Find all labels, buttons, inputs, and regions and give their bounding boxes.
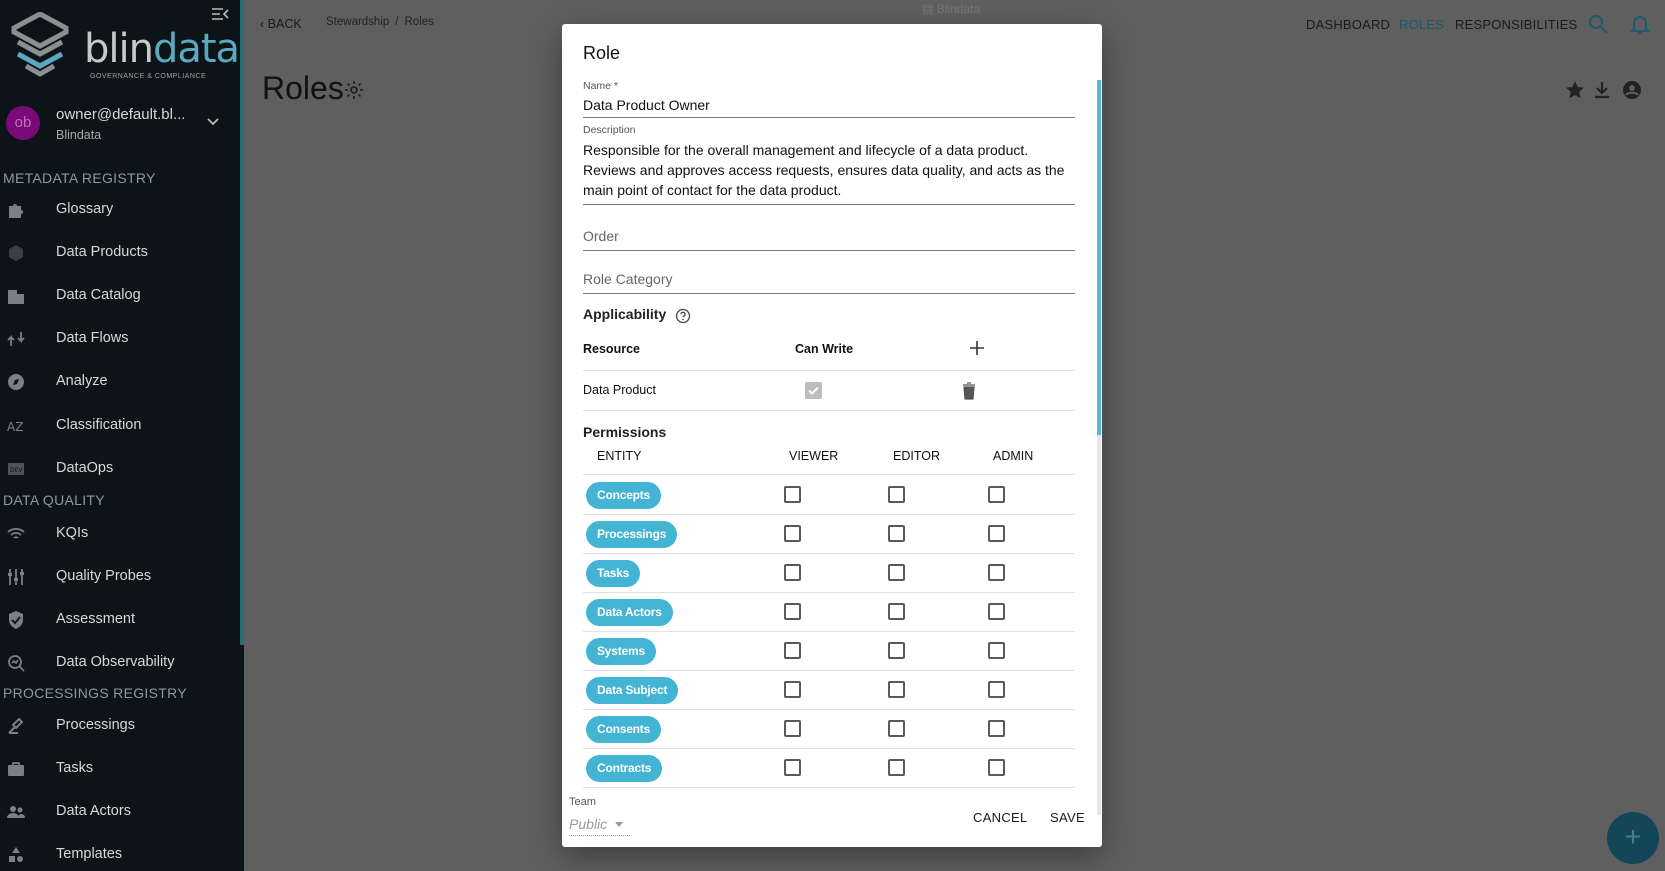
row-divider bbox=[583, 670, 1075, 671]
collapse-menu-icon[interactable] bbox=[211, 7, 229, 23]
row-divider bbox=[583, 748, 1075, 749]
editor-checkbox[interactable] bbox=[888, 564, 905, 581]
dialog-title: Role bbox=[583, 43, 621, 63]
sidebar-item-data-actors[interactable] bbox=[0, 794, 240, 830]
hexagon-icon bbox=[6, 243, 26, 263]
admin-checkbox[interactable] bbox=[988, 642, 1005, 659]
logo bbox=[10, 10, 240, 82]
sidebar-item-templates[interactable] bbox=[0, 837, 240, 871]
sidebar-item-label: Data Products bbox=[56, 244, 148, 260]
row-divider bbox=[583, 631, 1075, 632]
viewer-checkbox[interactable] bbox=[784, 642, 801, 659]
shapes-icon bbox=[6, 845, 26, 865]
applicability-resource-cell: Data Product bbox=[583, 383, 656, 397]
row-divider bbox=[583, 370, 1075, 371]
description-input[interactable]: Responsible for the overall management and lifecycle of a data product. Reviews and approves access requests, ensures data quality, and acts as the main point of contact for the data product. bbox=[583, 136, 1075, 205]
entity-chip: Contracts bbox=[586, 755, 662, 782]
sidebar-item-label: Data Observability bbox=[56, 654, 175, 670]
flows-icon bbox=[6, 329, 26, 349]
permissions-col-editor: EDITOR bbox=[893, 449, 940, 463]
sidebar-item-kqis[interactable] bbox=[0, 516, 240, 552]
sidebar-item-label: Data Flows bbox=[56, 330, 129, 346]
sidebar bbox=[0, 0, 244, 871]
shield-icon bbox=[6, 610, 26, 630]
compass-icon bbox=[6, 372, 26, 392]
scrollbar-thumb[interactable] bbox=[1097, 80, 1101, 435]
svg-text:DEV: DEV bbox=[10, 467, 23, 474]
editor-checkbox[interactable] bbox=[888, 759, 905, 776]
entity-chip: Systems bbox=[586, 638, 656, 665]
account-circle-icon[interactable] bbox=[1621, 79, 1643, 101]
row-divider bbox=[583, 592, 1075, 593]
cancel-button[interactable]: CANCEL bbox=[973, 810, 1028, 825]
user-org: Blindata bbox=[56, 128, 102, 142]
editor-checkbox[interactable] bbox=[888, 525, 905, 542]
section-title-metadata-registry: METADATA REGISTRY bbox=[3, 170, 156, 186]
applicability-col-resource: Resource bbox=[583, 342, 640, 356]
name-input[interactable]: Data Product Owner bbox=[583, 92, 1075, 118]
viewer-checkbox[interactable] bbox=[784, 486, 801, 503]
role-category-input[interactable]: Role Category bbox=[583, 271, 1075, 294]
svg-text:AZ: AZ bbox=[7, 420, 24, 434]
logo-tagline: GOVERNANCE & COMPLIANCE bbox=[90, 73, 207, 80]
probes-icon bbox=[6, 567, 26, 587]
can-write-checkbox bbox=[805, 382, 822, 399]
delete-icon[interactable] bbox=[962, 382, 976, 400]
row-divider bbox=[583, 709, 1075, 710]
sidebar-item-classification[interactable] bbox=[0, 408, 240, 444]
logo-wordmark: blindata bbox=[84, 26, 240, 72]
avatar: ob bbox=[6, 106, 40, 140]
entity-chip: Consents bbox=[586, 716, 661, 743]
role-category-field[interactable] bbox=[583, 271, 1075, 294]
sidebar-item-label: Assessment bbox=[56, 611, 135, 627]
star-icon[interactable] bbox=[1564, 79, 1586, 101]
section-title-data-quality: DATA QUALITY bbox=[3, 492, 105, 508]
entity-chip: Data Actors bbox=[586, 599, 673, 626]
gear-icon[interactable] bbox=[344, 80, 364, 100]
help-icon[interactable] bbox=[675, 308, 691, 324]
user-email: owner@default.bl... bbox=[56, 106, 186, 123]
sidebar-item-label: Tasks bbox=[56, 760, 94, 776]
admin-checkbox[interactable] bbox=[988, 759, 1005, 776]
admin-checkbox[interactable] bbox=[988, 681, 1005, 698]
breadcrumb-stewardship[interactable]: Stewardship bbox=[326, 16, 390, 28]
admin-checkbox[interactable] bbox=[988, 564, 1005, 581]
chevron-down-icon[interactable] bbox=[206, 114, 220, 128]
description-label: Description bbox=[583, 124, 636, 136]
admin-checkbox[interactable] bbox=[988, 603, 1005, 620]
row-divider bbox=[583, 787, 1075, 788]
row-divider bbox=[583, 514, 1075, 515]
team-label: Team bbox=[569, 796, 596, 808]
viewer-checkbox[interactable] bbox=[784, 720, 801, 737]
order-input[interactable]: Order bbox=[583, 228, 1075, 251]
back-button[interactable] bbox=[260, 17, 302, 31]
sidebar-item-label: Classification bbox=[56, 417, 142, 433]
applicability-col-can-write: Can Write bbox=[795, 342, 854, 356]
sidebar-item-label: Glossary bbox=[56, 201, 114, 217]
sidebar-item-label: KQIs bbox=[56, 525, 89, 541]
name-field[interactable] bbox=[583, 80, 1075, 118]
building-icon: ▤ bbox=[922, 2, 934, 16]
sidebar-item-assessment[interactable] bbox=[0, 602, 240, 638]
chevron-left-icon: ‹ bbox=[260, 17, 265, 31]
editor-checkbox[interactable] bbox=[888, 681, 905, 698]
admin-checkbox[interactable] bbox=[988, 486, 1005, 503]
viewer-checkbox[interactable] bbox=[784, 759, 801, 776]
check-icon bbox=[807, 384, 820, 397]
sidebar-item-label: Quality Probes bbox=[56, 568, 152, 584]
save-button[interactable]: SAVE bbox=[1050, 810, 1085, 825]
add-icon[interactable] bbox=[969, 340, 985, 356]
permissions-col-admin: ADMIN bbox=[993, 449, 1034, 463]
back-label: BACK bbox=[267, 17, 302, 31]
sidebar-item-processings[interactable] bbox=[0, 708, 240, 744]
download-icon[interactable] bbox=[1591, 79, 1613, 101]
sidebar-item-label: Templates bbox=[56, 846, 123, 862]
team-select[interactable] bbox=[569, 816, 630, 836]
building-icon bbox=[6, 286, 26, 306]
sidebar-item-data-observability[interactable] bbox=[0, 645, 240, 681]
description-field[interactable] bbox=[583, 124, 1075, 205]
role-dialog bbox=[562, 24, 1102, 847]
caret-down-icon bbox=[615, 822, 623, 827]
permissions-heading: Permissions bbox=[583, 424, 667, 440]
sidebar-item-tasks[interactable] bbox=[0, 751, 240, 787]
name-label: Name * bbox=[583, 80, 619, 92]
viewer-checkbox[interactable] bbox=[784, 564, 801, 581]
entity-chip: Processings bbox=[586, 521, 677, 548]
row-divider bbox=[583, 553, 1075, 554]
admin-checkbox[interactable] bbox=[988, 720, 1005, 737]
signal-icon bbox=[6, 524, 26, 544]
row-divider bbox=[583, 474, 1075, 475]
observability-icon bbox=[6, 653, 26, 673]
page-title: Roles bbox=[262, 70, 344, 106]
sidebar-item-label: Processings bbox=[56, 717, 135, 733]
sidebar-item-dataops[interactable] bbox=[0, 451, 240, 487]
permissions-col-entity: ENTITY bbox=[597, 449, 642, 463]
search-icon[interactable] bbox=[1587, 13, 1609, 35]
viewer-checkbox[interactable] bbox=[784, 603, 801, 620]
editor-checkbox[interactable] bbox=[888, 720, 905, 737]
sidebar-item-quality-probes[interactable] bbox=[0, 559, 240, 595]
puzzle-icon bbox=[6, 200, 26, 220]
admin-checkbox[interactable] bbox=[988, 525, 1005, 542]
breadcrumb-roles: Roles bbox=[404, 16, 434, 28]
section-title-processings-registry: PROCESSINGS REGISTRY bbox=[3, 685, 187, 701]
dataops-icon bbox=[6, 459, 26, 479]
sidebar-item-data-catalog[interactable] bbox=[0, 278, 240, 314]
add-fab-button[interactable]: + bbox=[1607, 812, 1659, 864]
user-menu[interactable] bbox=[0, 102, 240, 152]
briefcase-icon bbox=[6, 759, 26, 779]
app-name-top bbox=[922, 2, 980, 16]
logo-mark-icon bbox=[10, 12, 70, 78]
app-name-label: Blindata bbox=[936, 2, 981, 16]
nav-roles[interactable]: ROLES bbox=[1399, 17, 1445, 32]
sidebar-item-glossary[interactable] bbox=[0, 192, 240, 228]
breadcrumb bbox=[326, 16, 434, 28]
viewer-checkbox[interactable] bbox=[784, 681, 801, 698]
bell-icon[interactable] bbox=[1629, 13, 1651, 35]
people-icon bbox=[6, 802, 26, 822]
dialog-scrollbar[interactable] bbox=[1097, 80, 1101, 815]
editor-checkbox[interactable] bbox=[888, 603, 905, 620]
viewer-checkbox[interactable] bbox=[784, 525, 801, 542]
az-icon bbox=[6, 416, 26, 436]
editor-checkbox[interactable] bbox=[888, 642, 905, 659]
sidebar-item-data-flows[interactable] bbox=[0, 321, 240, 357]
breadcrumb-separator: / bbox=[395, 16, 399, 28]
nav-responsibilities[interactable]: RESPONSIBILITIES bbox=[1455, 17, 1578, 32]
sidebar-item-analyze[interactable] bbox=[0, 364, 240, 400]
sidebar-item-label: DataOps bbox=[56, 460, 114, 476]
sidebar-item-label: Analyze bbox=[56, 373, 108, 389]
gavel-icon bbox=[6, 716, 26, 736]
entity-chip: Concepts bbox=[586, 482, 661, 509]
applicability-heading: Applicability bbox=[583, 306, 667, 322]
sidebar-item-data-products[interactable] bbox=[0, 235, 240, 271]
editor-checkbox[interactable] bbox=[888, 486, 905, 503]
entity-chip: Tasks bbox=[586, 560, 640, 587]
sidebar-item-label: Data Actors bbox=[56, 803, 131, 819]
nav-dashboard[interactable]: DASHBOARD bbox=[1306, 17, 1391, 32]
team-select-value: Public bbox=[569, 816, 608, 832]
order-field[interactable] bbox=[583, 228, 1075, 251]
permissions-col-viewer: VIEWER bbox=[789, 449, 839, 463]
row-divider bbox=[583, 410, 1075, 411]
entity-chip: Data Subject bbox=[586, 677, 678, 704]
sidebar-item-label: Data Catalog bbox=[56, 287, 141, 303]
